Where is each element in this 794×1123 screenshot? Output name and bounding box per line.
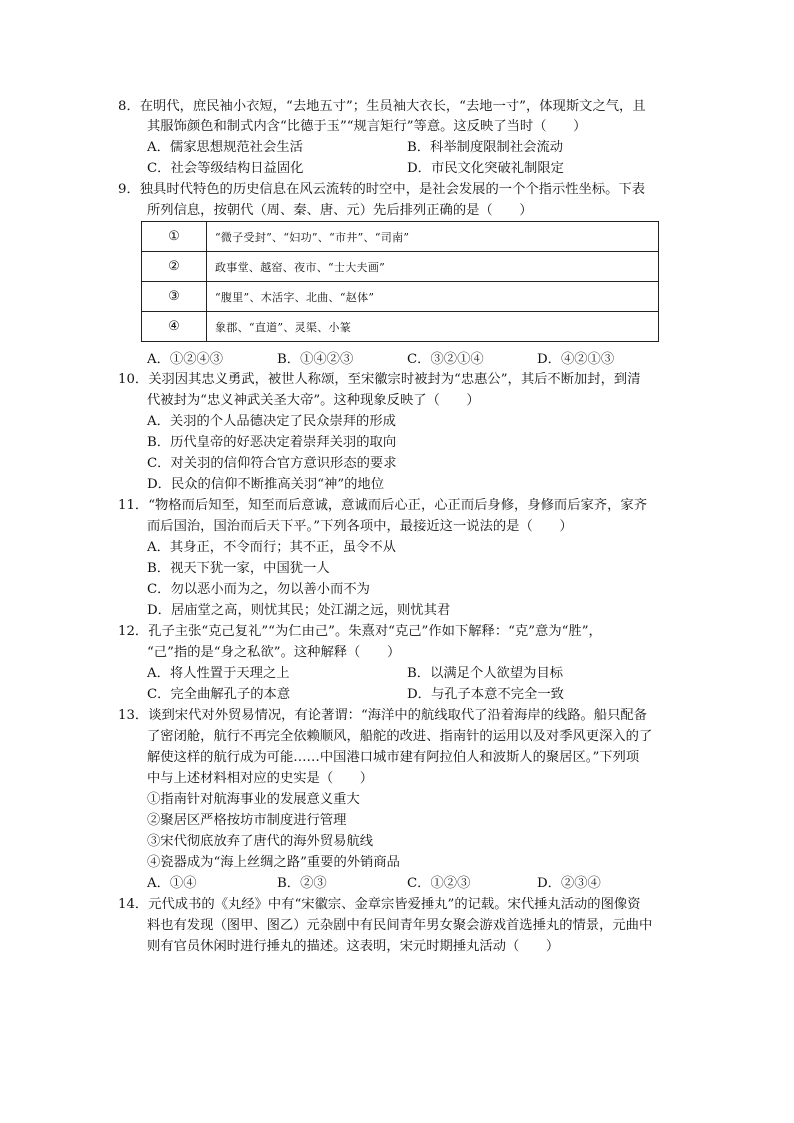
q10-option-b[interactable]: B．历代皇帝的好恶决定着崇拜关羽的取向 [147, 435, 397, 450]
q8-stem-line1: 8．在明代，庶民袖小衣短，“去地五寸”；生员袖大衣长，“去地一寸”，体现斯文之气，且 [118, 99, 646, 114]
table-cell-num: ① [142, 222, 207, 252]
q9-stem-line2: 所列信息，按朝代（周、秦、唐、元）先后排列正确的是（ ） [147, 203, 533, 218]
q14-stem-line3: 则有官员休闲时进行捶丸的描述。这表明，宋元时期捶丸活动（ ） [147, 939, 560, 954]
q8-option-d[interactable]: D．市民文化突破礼制限定 [407, 161, 564, 176]
q9-stem-line1: 9．独具时代特色的历史信息在风云流转的时空中，是社会发展的一个个指示性坐标。下表 [118, 182, 646, 197]
q13-stem-line1: 13．谈到宋代对外贸易情况，有论著谓：“海洋中的航线取代了沿着海岸的线路。船只配备 [118, 708, 647, 723]
q13-statement-1: ①指南针对航海事业的发展意义重大 [147, 792, 360, 807]
table-cell-num: ④ [142, 312, 207, 342]
table-cell-text: 象郡、“直道”、灵渠、小篆 [207, 312, 659, 342]
q10-option-d[interactable]: D．民众的信仰不断推高关羽“神”的地位 [147, 477, 385, 492]
q13-stem-line3: 解使这样的航行成为可能……中国港口城市建有阿拉伯人和波斯人的聚居区。”下列项 [147, 750, 640, 765]
q12-option-d[interactable]: D．与孔子本意不完全一致 [407, 687, 564, 702]
q14-stem-line2: 料也有发现（图甲、图乙）元杂剧中有民间青年男女聚会游戏首选捶丸的情景，元曲中 [147, 918, 653, 933]
table-row [142, 282, 659, 312]
q9-info-table [141, 221, 659, 342]
q10-option-a[interactable]: A．关羽的个人品德决定了民众崇拜的形成 [147, 414, 396, 429]
q13-option-d[interactable]: D．②③④ [537, 876, 601, 891]
q10-stem-line2: 代被封为“忠义神武关圣大帝”。这种现象反映了（ ） [147, 393, 480, 408]
q13-stem-line2: 了密闭舱，航行不再完全依赖顺风，船舵的改进、指南针的运用以及对季风更深入的了 [147, 729, 653, 744]
q9-option-d[interactable]: D．④②①③ [537, 352, 615, 367]
table-cell-text: 政事堂、越窑、夜市、“士大夫画” [207, 252, 659, 282]
table-cell-text: “微子受封”、“妇功”、“市井”、“司南” [207, 222, 659, 252]
q14-stem-line1: 14．元代成书的《丸经》中有“宋徽宗、金章宗皆爱捶丸”的记载。宋代捶丸活动的图像资 [118, 897, 641, 912]
q13-stem-line4: 中与上述材料相对应的史实是（ ） [147, 771, 374, 786]
q12-stem-line2: “己”指的是“身之私欲”。这种解释（ ） [147, 645, 401, 660]
q13-option-c[interactable]: C．①②③ [407, 876, 471, 891]
q9-option-b[interactable]: B．①④②③ [277, 352, 354, 367]
q11-stem-line1: 11．“物格而后知至，知至而后意诚，意诚而后心正，心正而后身修，身修而后家齐，家齐 [118, 498, 647, 513]
table-row [142, 312, 659, 342]
q12-option-a[interactable]: A．将人性置于天理之上 [147, 666, 290, 681]
q9-option-c[interactable]: C．③②①④ [407, 352, 484, 367]
table-row [142, 252, 659, 282]
q9-option-a[interactable]: A．①②④③ [147, 352, 224, 367]
table-row [142, 222, 659, 252]
q8-option-c[interactable]: C．社会等级结构日益固化 [147, 161, 304, 176]
q8-option-a[interactable]: A．儒家思想规范社会生活 [147, 140, 303, 155]
q11-option-d[interactable]: D．居庙堂之高，则忧其民；处江湖之远，则忧其君 [147, 603, 451, 618]
table-cell-num: ② [142, 252, 207, 282]
q8-option-b[interactable]: B．科举制度限制社会流动 [407, 140, 564, 155]
q13-option-a[interactable]: A．①④ [147, 876, 197, 891]
q10-stem-line1: 10．关羽因其忠义勇武，被世人称颂，至宋徽宗时被封为“忠惠公”，其后不断加封，到清 [118, 372, 641, 387]
q8-stem-line2: 其服饰颜色和制式内含“比德于玉”“规言矩行”等意。这反映了当时（ ） [147, 119, 587, 134]
q11-stem-line2: 而后国治，国治而后天下平。”下列各项中，最接近这一说法的是（ ） [147, 519, 573, 534]
q11-option-b[interactable]: B．视天下犹一家，中国犹一人 [147, 561, 330, 576]
q12-option-b[interactable]: B．以满足个人欲望为目标 [407, 666, 564, 681]
table-cell-text: “腹里”、木活字、北曲、“赵体” [207, 282, 659, 312]
q12-stem-line1: 12．孔子主张“克己复礼”“为仁由己”。朱熹对“克己”作如下解释：“克”意为“胜”， [118, 624, 602, 639]
q11-option-a[interactable]: A．其身正，不令而行；其不正，虽令不从 [147, 540, 396, 555]
q13-statement-2: ②聚居区严格按坊市制度进行管理 [147, 813, 347, 828]
table-cell-num: ③ [142, 282, 207, 312]
q13-statement-3: ③宋代彻底放弃了唐代的海外贸易航线 [147, 834, 374, 849]
q12-option-c[interactable]: C．完全曲解孔子的本意 [147, 687, 291, 702]
q13-statement-4: ④瓷器成为“海上丝绸之路”重要的外销商品 [147, 855, 400, 870]
q13-option-b[interactable]: B．②③ [277, 876, 327, 891]
q10-option-c[interactable]: C．对关羽的信仰符合官方意识形态的要求 [147, 456, 397, 471]
q11-option-c[interactable]: C．勿以恶小而为之，勿以善小而不为 [147, 582, 370, 597]
